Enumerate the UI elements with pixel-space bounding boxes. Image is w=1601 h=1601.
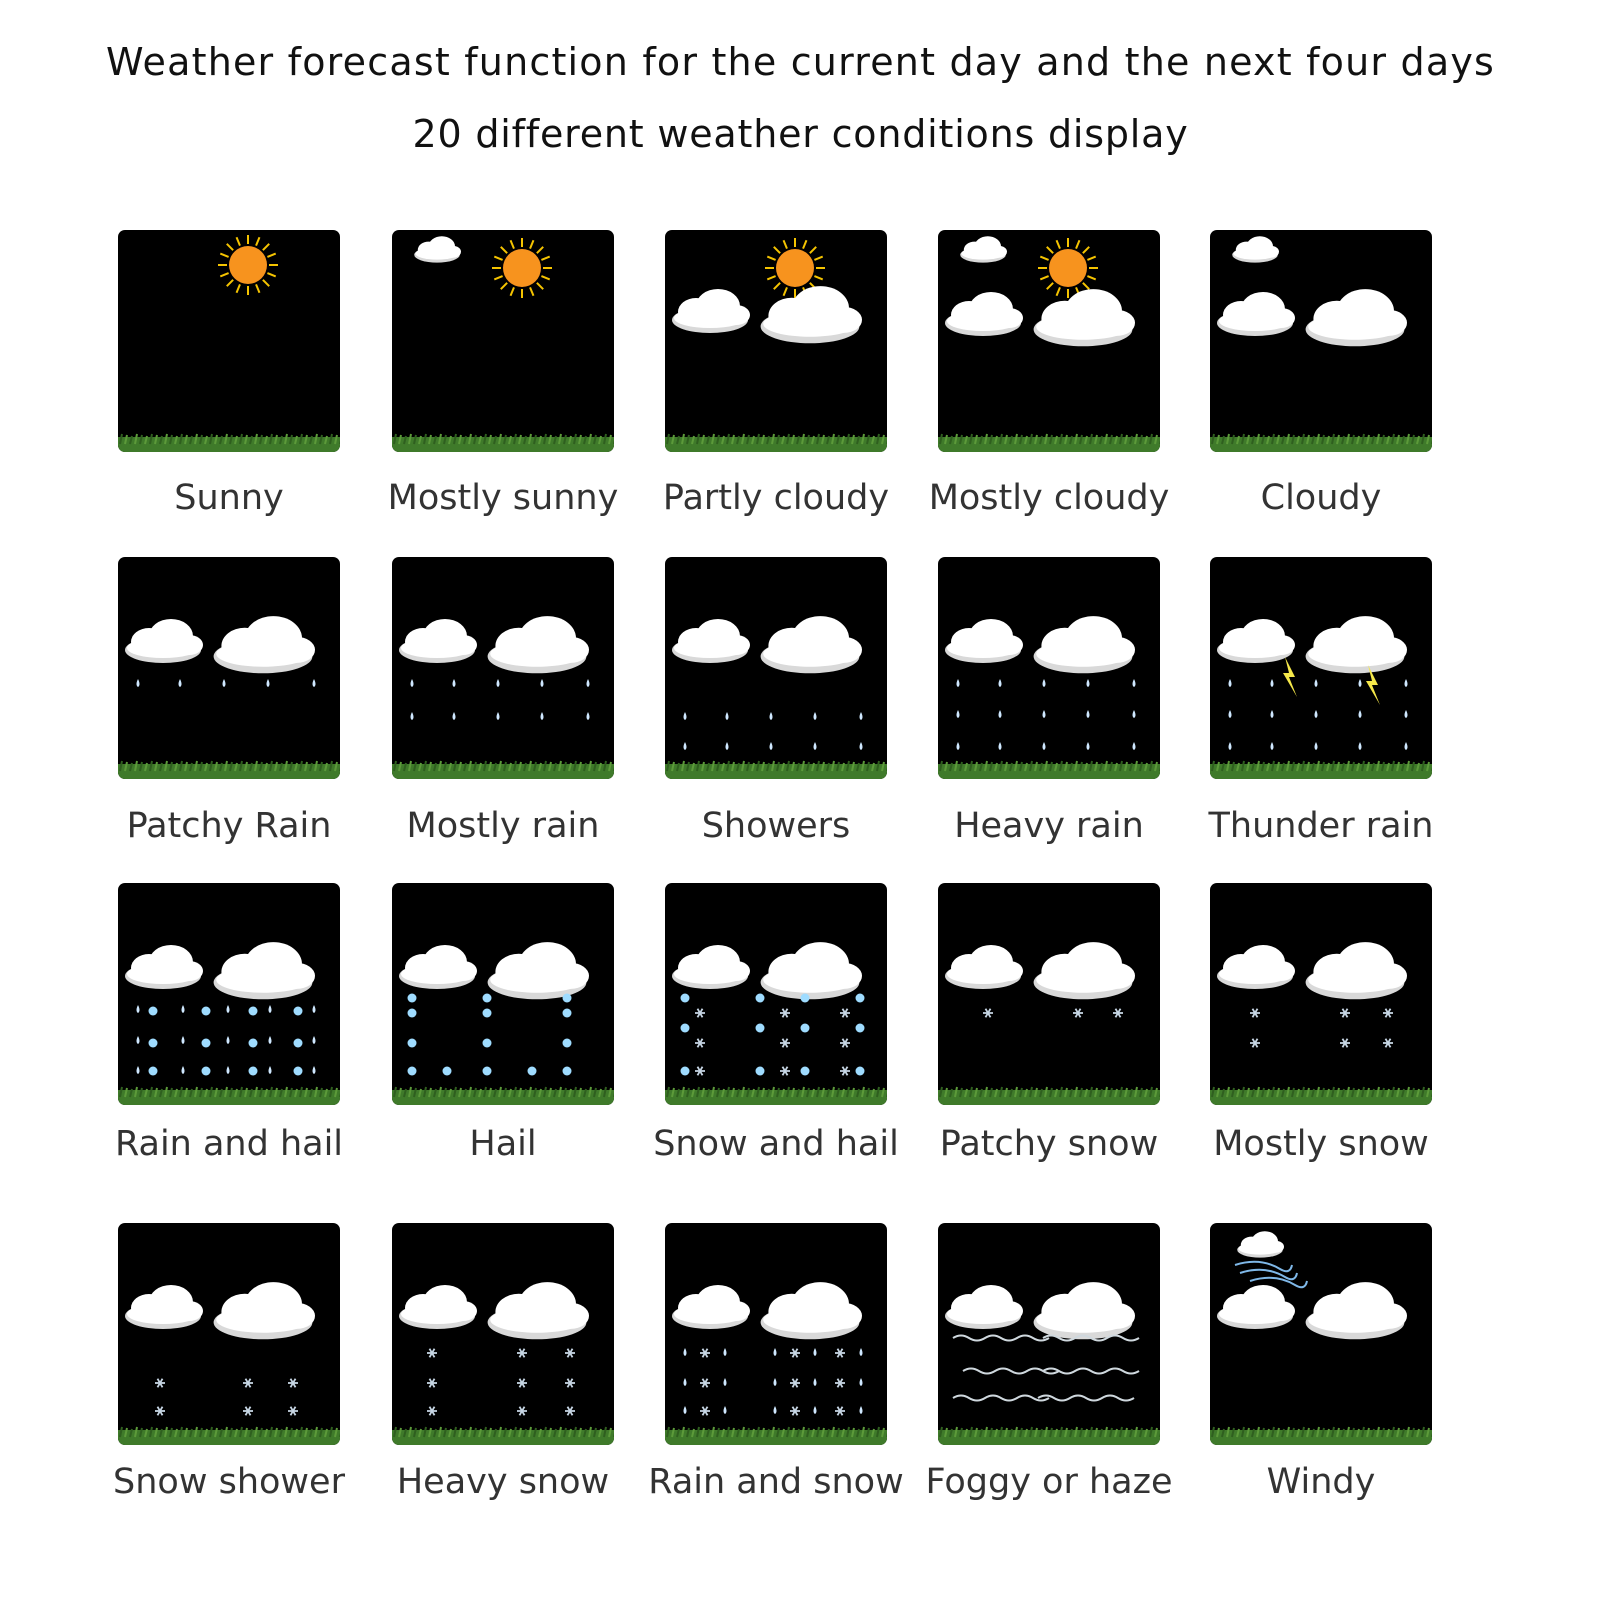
- raindrop: [1405, 710, 1408, 718]
- hailstone: [294, 1067, 303, 1076]
- grass-strip: [1210, 1087, 1432, 1105]
- raindrop: [814, 742, 817, 750]
- raindrop: [814, 1378, 817, 1386]
- cloud-shape: [214, 942, 315, 999]
- cloud-shape: [945, 619, 1023, 663]
- cloud-shape: [761, 1282, 862, 1339]
- patchy-rain-icon: [118, 557, 340, 779]
- hail-icon: [392, 883, 614, 1105]
- hailstone: [408, 994, 417, 1003]
- raindrop: [497, 679, 500, 687]
- raindrop: [999, 710, 1002, 718]
- cloud-shape: [672, 619, 750, 663]
- snowflake: [288, 1407, 298, 1416]
- hailstone: [563, 1067, 572, 1076]
- cloud-shape: [1034, 289, 1135, 346]
- condition-label: Patchy snow: [939, 1124, 1159, 1164]
- condition-label: Patchy Rain: [126, 806, 332, 846]
- condition-label: Showers: [701, 806, 851, 846]
- cloud-shape: [945, 292, 1023, 336]
- cloud-shape: [214, 1282, 315, 1339]
- raindrop: [1359, 742, 1362, 750]
- raindrop: [1315, 742, 1318, 750]
- cloud-shape: [1034, 1282, 1135, 1339]
- hailstone: [443, 1067, 452, 1076]
- condition-label: Rain and hail: [114, 1124, 344, 1164]
- snowflake: [565, 1349, 575, 1358]
- snowflake: [565, 1379, 575, 1388]
- snowflake: [1250, 1009, 1260, 1018]
- condition-label: Windy: [1266, 1462, 1376, 1502]
- raindrop: [684, 742, 687, 750]
- raindrop: [999, 679, 1002, 687]
- rain-and-snow-icon-graphic: [665, 1223, 887, 1445]
- heavy-rain-icon-graphic: [938, 557, 1160, 779]
- condition-label: Heavy rain: [954, 806, 1144, 846]
- cloud-shape: [399, 619, 477, 663]
- sunny-icon: [118, 230, 340, 452]
- snowflake: [1250, 1039, 1260, 1048]
- raindrop: [227, 1066, 230, 1074]
- cloud-shape: [672, 1285, 750, 1329]
- raindrop: [774, 1348, 777, 1356]
- condition-label: Sunny: [174, 478, 284, 518]
- raindrop: [1359, 679, 1362, 687]
- page-subtitle: 20 different weather conditions display: [412, 112, 1189, 156]
- cloud-shape: [1306, 616, 1407, 673]
- cloud-shape: [1217, 1285, 1295, 1329]
- fog-line: [953, 1336, 1049, 1341]
- raindrop: [227, 1036, 230, 1044]
- snowflake: [288, 1379, 298, 1388]
- cloud-shape: [488, 616, 589, 673]
- condition-label: Foggy or haze: [925, 1462, 1173, 1502]
- raindrop: [726, 742, 729, 750]
- raindrop: [269, 1036, 272, 1044]
- raindrop: [1405, 679, 1408, 687]
- grass-strip: [938, 1427, 1160, 1445]
- cloud-shape: [125, 619, 203, 663]
- snowflake: [780, 1039, 790, 1048]
- snowflake: [427, 1407, 437, 1416]
- hailstone: [294, 1007, 303, 1016]
- raindrop: [182, 1066, 185, 1074]
- raindrop: [684, 712, 687, 720]
- raindrop: [497, 712, 500, 720]
- mostly-rain-icon: [392, 557, 614, 779]
- grass-strip: [938, 1087, 1160, 1105]
- snowflake: [695, 1067, 705, 1076]
- raindrop: [182, 1036, 185, 1044]
- raindrop: [137, 1066, 140, 1074]
- raindrop: [587, 712, 590, 720]
- hailstone: [756, 1067, 765, 1076]
- raindrop: [1271, 710, 1274, 718]
- snowflake: [517, 1407, 527, 1416]
- raindrop: [267, 679, 270, 687]
- raindrop: [1229, 710, 1232, 718]
- condition-label: Thunder rain: [1208, 806, 1434, 846]
- raindrop: [541, 679, 544, 687]
- thunder-rain-icon-graphic: [1210, 557, 1432, 779]
- hailstone: [483, 1039, 492, 1048]
- hailstone: [249, 1067, 258, 1076]
- grass-strip: [665, 1087, 887, 1105]
- raindrop: [1133, 710, 1136, 718]
- snow-and-hail-icon-graphic: [665, 883, 887, 1105]
- raindrop: [411, 679, 414, 687]
- raindrop: [1133, 742, 1136, 750]
- raindrop: [1315, 679, 1318, 687]
- windy-icon-graphic: [1210, 1223, 1432, 1445]
- cloud-shape: [960, 236, 1007, 262]
- hailstone: [528, 1067, 537, 1076]
- hailstone: [801, 1024, 810, 1033]
- mostly-snow-icon: [1210, 883, 1432, 1105]
- hailstone: [249, 1007, 258, 1016]
- snowflake: [155, 1379, 165, 1388]
- hailstone: [756, 994, 765, 1003]
- grass-strip: [118, 761, 340, 779]
- hailstone: [856, 1024, 865, 1033]
- cloud-shape: [399, 945, 477, 989]
- raindrop: [1271, 679, 1274, 687]
- grass-strip: [938, 434, 1160, 452]
- raindrop: [541, 712, 544, 720]
- raindrop: [774, 1378, 777, 1386]
- hailstone: [483, 1067, 492, 1076]
- snowflake: [1340, 1009, 1350, 1018]
- patchy-rain-icon-graphic: [118, 557, 340, 779]
- raindrop: [453, 679, 456, 687]
- snowflake: [1383, 1009, 1393, 1018]
- wind-gust: [1235, 1262, 1307, 1287]
- patchy-snow-icon-graphic: [938, 883, 1160, 1105]
- snowflake: [780, 1067, 790, 1076]
- raindrop: [587, 679, 590, 687]
- snowflake: [1113, 1009, 1123, 1018]
- hailstone: [408, 1067, 417, 1076]
- cloud-shape: [1306, 1282, 1407, 1339]
- snowflake: [427, 1379, 437, 1388]
- grass-strip: [118, 1427, 340, 1445]
- mostly-snow-icon-graphic: [1210, 883, 1432, 1105]
- snowflake: [790, 1349, 800, 1358]
- snow-shower-icon-graphic: [118, 1223, 340, 1445]
- condition-label: Mostly rain: [406, 806, 600, 846]
- patchy-snow-icon: [938, 883, 1160, 1105]
- cloud-shape: [672, 945, 750, 989]
- mostly-cloudy-icon: [938, 230, 1160, 452]
- condition-label: Cloudy: [1260, 478, 1382, 518]
- hailstone: [563, 1009, 572, 1018]
- raindrop: [179, 679, 182, 687]
- foggy-or-haze-icon-graphic: [938, 1223, 1160, 1445]
- raindrop: [774, 1406, 777, 1414]
- snowflake: [517, 1379, 527, 1388]
- cloud-shape: [1306, 942, 1407, 999]
- grass-strip: [1210, 434, 1432, 452]
- cloud-shape: [1034, 942, 1135, 999]
- raindrop: [814, 1406, 817, 1414]
- cloud-shape: [672, 289, 750, 333]
- cloud-shape: [1232, 236, 1279, 262]
- grass-strip: [392, 434, 614, 452]
- raindrop: [1133, 679, 1136, 687]
- snowflake: [790, 1379, 800, 1388]
- raindrop: [860, 742, 863, 750]
- hailstone: [202, 1039, 211, 1048]
- cloud-shape: [125, 1285, 203, 1329]
- snowflake: [243, 1407, 253, 1416]
- mostly-rain-icon-graphic: [392, 557, 614, 779]
- grass-strip: [118, 434, 340, 452]
- raindrop: [182, 1005, 185, 1013]
- page-title: Weather forecast function for the current day and the next four days: [105, 40, 1496, 84]
- sun-shape: [1038, 238, 1098, 298]
- thunder-rain-icon: [1210, 557, 1432, 779]
- snowflake: [700, 1379, 710, 1388]
- raindrop: [313, 679, 316, 687]
- raindrop: [227, 1005, 230, 1013]
- raindrop: [1043, 710, 1046, 718]
- raindrop: [313, 1066, 316, 1074]
- snowflake: [155, 1407, 165, 1416]
- raindrop: [957, 742, 960, 750]
- partly-cloudy-icon: [665, 230, 887, 452]
- hailstone: [408, 1039, 417, 1048]
- grass-strip: [665, 434, 887, 452]
- raindrop: [957, 710, 960, 718]
- sun-shape: [218, 235, 278, 295]
- rain-and-hail-icon: [118, 883, 340, 1105]
- raindrop: [1271, 742, 1274, 750]
- snowflake: [565, 1407, 575, 1416]
- hailstone: [856, 1067, 865, 1076]
- raindrop: [1229, 679, 1232, 687]
- hailstone: [294, 1039, 303, 1048]
- raindrop: [724, 1406, 727, 1414]
- raindrop: [223, 679, 226, 687]
- condition-label: Heavy snow: [396, 1462, 610, 1502]
- rain-and-snow-icon: [665, 1223, 887, 1445]
- showers-icon: [665, 557, 887, 779]
- heavy-snow-icon-graphic: [392, 1223, 614, 1445]
- hailstone: [149, 1007, 158, 1016]
- condition-label: Snow shower: [113, 1462, 345, 1502]
- raindrop: [411, 712, 414, 720]
- condition-label: Mostly cloudy: [928, 478, 1170, 518]
- cloud-shape: [214, 616, 315, 673]
- raindrop: [1087, 679, 1090, 687]
- grass-strip: [1210, 761, 1432, 779]
- hailstone: [483, 994, 492, 1003]
- snowflake: [695, 1039, 705, 1048]
- snowflake: [243, 1379, 253, 1388]
- cloudy-icon: [1210, 230, 1432, 452]
- sun-shape: [492, 238, 552, 298]
- cloudy-icon-graphic: [1210, 230, 1432, 452]
- cloud-shape: [1237, 1231, 1284, 1257]
- snow-shower-icon: [118, 1223, 340, 1445]
- cloud-shape: [761, 616, 862, 673]
- mostly-sunny-icon-graphic: [392, 230, 614, 452]
- hailstone: [149, 1039, 158, 1048]
- cloud-shape: [488, 942, 589, 999]
- hailstone: [202, 1007, 211, 1016]
- snowflake: [1383, 1039, 1393, 1048]
- raindrop: [957, 679, 960, 687]
- snowflake: [1073, 1009, 1083, 1018]
- grass-strip: [1210, 1427, 1432, 1445]
- condition-label: Snow and hail: [653, 1124, 899, 1164]
- mostly-cloudy-icon-graphic: [938, 230, 1160, 452]
- raindrop: [814, 1348, 817, 1356]
- hailstone: [801, 1067, 810, 1076]
- cloud-shape: [1217, 292, 1295, 336]
- raindrop: [860, 712, 863, 720]
- grass-strip: [392, 1427, 614, 1445]
- cloud-shape: [761, 942, 862, 999]
- hailstone: [249, 1039, 258, 1048]
- grass-strip: [938, 761, 1160, 779]
- raindrop: [137, 679, 140, 687]
- hailstone: [756, 1024, 765, 1033]
- snowflake: [835, 1349, 845, 1358]
- grass-strip: [392, 761, 614, 779]
- condition-label: Partly cloudy: [662, 478, 890, 518]
- fog-line: [1038, 1396, 1134, 1401]
- foggy-or-haze-icon: [938, 1223, 1160, 1445]
- raindrop: [1087, 710, 1090, 718]
- raindrop: [724, 1348, 727, 1356]
- cloud-shape: [1034, 616, 1135, 673]
- fog-line: [953, 1396, 1049, 1401]
- hailstone: [801, 994, 810, 1003]
- raindrop: [1229, 742, 1232, 750]
- cloud-shape: [761, 286, 862, 343]
- snowflake: [427, 1349, 437, 1358]
- cloud-shape: [945, 945, 1023, 989]
- raindrop: [1359, 710, 1362, 718]
- snowflake: [840, 1039, 850, 1048]
- snowflake: [780, 1009, 790, 1018]
- showers-icon-graphic: [665, 557, 887, 779]
- raindrop: [1087, 742, 1090, 750]
- snowflake: [790, 1407, 800, 1416]
- cloud-shape: [1306, 289, 1407, 346]
- hail-icon-graphic: [392, 883, 614, 1105]
- raindrop: [1043, 742, 1046, 750]
- cloud-shape: [945, 1285, 1023, 1329]
- condition-label: Mostly snow: [1213, 1124, 1429, 1164]
- raindrop: [999, 742, 1002, 750]
- snowflake: [517, 1349, 527, 1358]
- raindrop: [726, 712, 729, 720]
- raindrop: [684, 1348, 687, 1356]
- cloud-shape: [414, 236, 461, 262]
- snowflake: [700, 1349, 710, 1358]
- raindrop: [770, 742, 773, 750]
- hailstone: [681, 994, 690, 1003]
- raindrop: [137, 1005, 140, 1013]
- hailstone: [408, 1009, 417, 1018]
- grass-strip: [665, 761, 887, 779]
- snowflake: [840, 1009, 850, 1018]
- hailstone: [563, 1039, 572, 1048]
- partly-cloudy-icon-graphic: [665, 230, 887, 452]
- raindrop: [684, 1378, 687, 1386]
- snowflake: [835, 1407, 845, 1416]
- raindrop: [684, 1406, 687, 1414]
- cloud-shape: [1217, 945, 1295, 989]
- cloud-shape: [1217, 619, 1295, 663]
- raindrop: [770, 712, 773, 720]
- hailstone: [681, 1024, 690, 1033]
- raindrop: [269, 1066, 272, 1074]
- raindrop: [724, 1378, 727, 1386]
- raindrop: [1405, 742, 1408, 750]
- raindrop: [814, 712, 817, 720]
- raindrop: [269, 1005, 272, 1013]
- grass-strip: [665, 1427, 887, 1445]
- condition-label: Mostly sunny: [387, 478, 619, 518]
- rain-and-hail-icon-graphic: [118, 883, 340, 1105]
- hailstone: [856, 994, 865, 1003]
- cloud-shape: [488, 1282, 589, 1339]
- raindrop: [1315, 710, 1318, 718]
- grass-strip: [118, 1087, 340, 1105]
- hailstone: [483, 1009, 492, 1018]
- hailstone: [202, 1067, 211, 1076]
- condition-label: Hail: [469, 1124, 537, 1164]
- hailstone: [563, 994, 572, 1003]
- snowflake: [835, 1379, 845, 1388]
- raindrop: [453, 712, 456, 720]
- hailstone: [681, 1067, 690, 1076]
- heavy-snow-icon: [392, 1223, 614, 1445]
- heavy-rain-icon: [938, 557, 1160, 779]
- lightning-bolt: [1283, 657, 1297, 697]
- hailstone: [149, 1067, 158, 1076]
- snowflake: [1340, 1039, 1350, 1048]
- raindrop: [860, 1378, 863, 1386]
- cloud-shape: [125, 945, 203, 989]
- raindrop: [1043, 679, 1046, 687]
- windy-icon: [1210, 1223, 1432, 1445]
- sunny-icon-graphic: [118, 230, 340, 452]
- snow-and-hail-icon: [665, 883, 887, 1105]
- grass-strip: [392, 1087, 614, 1105]
- raindrop: [860, 1348, 863, 1356]
- condition-label: Rain and snow: [648, 1462, 904, 1502]
- raindrop: [860, 1406, 863, 1414]
- raindrop: [313, 1005, 316, 1013]
- snowflake: [983, 1009, 993, 1018]
- raindrop: [137, 1036, 140, 1044]
- mostly-sunny-icon: [392, 230, 614, 452]
- cloud-shape: [399, 1285, 477, 1329]
- snowflake: [695, 1009, 705, 1018]
- snowflake: [700, 1407, 710, 1416]
- snowflake: [840, 1067, 850, 1076]
- raindrop: [313, 1036, 316, 1044]
